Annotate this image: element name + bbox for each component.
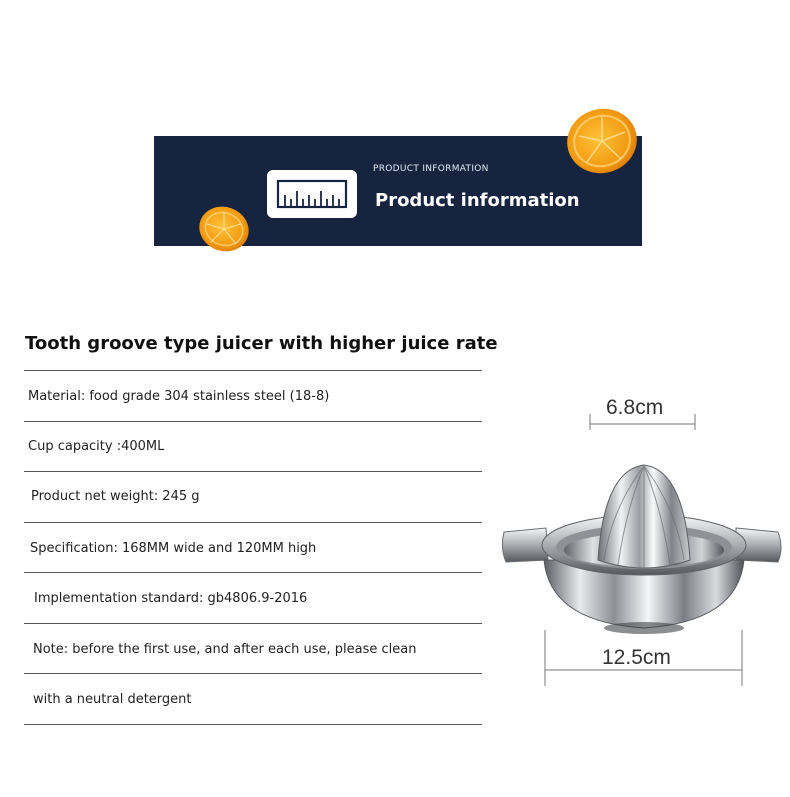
divider bbox=[24, 572, 482, 573]
spec-title: Tooth groove type juicer with higher juice rate bbox=[25, 333, 498, 354]
spec-material: Material: food grade 304 stainless steel (18-8) bbox=[28, 389, 330, 404]
spec-standard: Implementation standard: gb4806.9-2016 bbox=[34, 591, 308, 606]
orange-slice-icon bbox=[196, 202, 252, 256]
spec-capacity: Cup capacity :400ML bbox=[28, 439, 165, 454]
divider bbox=[24, 724, 482, 725]
divider bbox=[24, 623, 482, 624]
banner-small-label: PRODUCT INFORMATION bbox=[373, 164, 489, 174]
juicer-product-image bbox=[498, 390, 788, 690]
ruler-icon bbox=[267, 170, 357, 218]
dimension-top-label: 6.8cm bbox=[606, 396, 664, 419]
divider bbox=[24, 522, 482, 523]
divider bbox=[24, 370, 482, 371]
spec-size: Specification: 168MM wide and 120MM high bbox=[30, 541, 317, 556]
banner-title: Product information bbox=[375, 190, 580, 211]
dimension-bottom-label: 12.5cm bbox=[602, 646, 671, 669]
orange-slice-icon bbox=[563, 104, 641, 178]
divider bbox=[24, 421, 482, 422]
spec-note-continued: with a neutral detergent bbox=[33, 692, 192, 707]
divider bbox=[24, 673, 482, 674]
divider bbox=[24, 471, 482, 472]
spec-weight: Product net weight: 245 g bbox=[31, 489, 200, 504]
spec-note: Note: before the first use, and after each use, please clean bbox=[33, 642, 417, 657]
